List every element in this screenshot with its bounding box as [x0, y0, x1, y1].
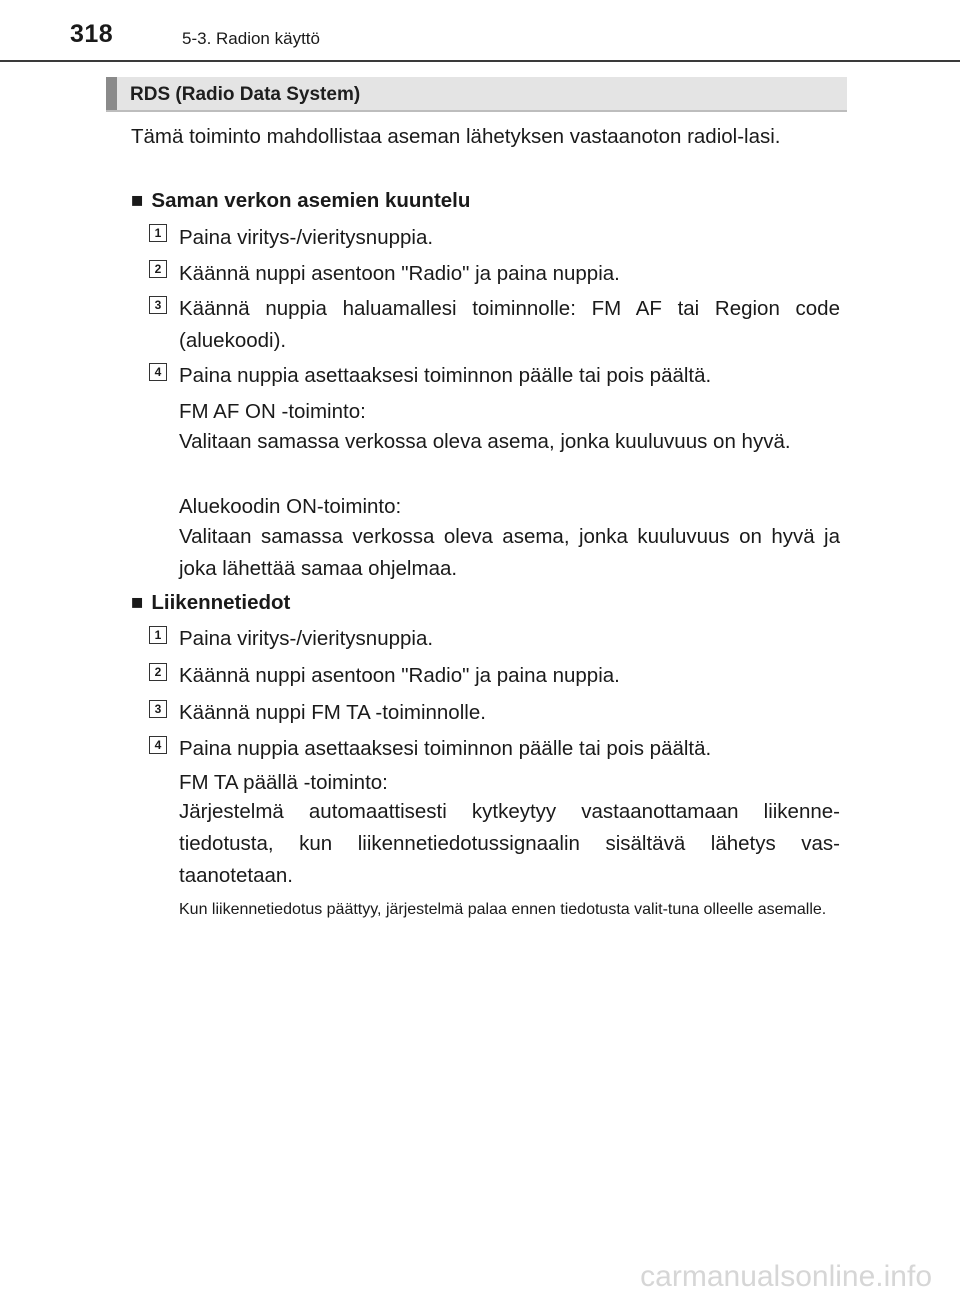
subsection-heading-traffic [131, 589, 290, 617]
fm-ta-label: FM TA päällä -toiminto: [179, 771, 388, 794]
step-number-badge: 2 [149, 663, 167, 681]
subsection-title: Saman verkon asemien kuuntelu [151, 189, 471, 212]
page-number: 318 [70, 20, 114, 48]
chapter-title: 5-3. Radion käyttö [182, 29, 320, 48]
section-heading-bar [106, 77, 847, 112]
step-number-badge: 4 [149, 736, 167, 754]
step-text: Käännä nuppia haluamallesi toiminnolle: FM AF tai Region code (aluekoodi). [179, 297, 840, 352]
region-description: Valitaan samassa verkossa oleva asema, jonka kuuluvuus on hyvä ja joka lähettää samaa ohjelmaa. [179, 525, 840, 580]
step-number-badge: 3 [149, 700, 167, 718]
fm-ta-description: Järjestelmä automaattisesti kytkeytyy vastaanottamaan liikenne-tiedotusta, kun liikennetiedotussignaalin sisältävä lähetys vas-taanotetaan. [179, 800, 840, 887]
header-divider [0, 60, 960, 62]
step-text: Paina viritys-/vieritysnuppia. [179, 226, 434, 249]
step-text: Käännä nuppi FM TA -toiminnolle. [179, 701, 486, 724]
subsection-title: Liikennetiedot [151, 591, 291, 614]
section-title: RDS (Radio Data System) [130, 84, 361, 105]
intro-paragraph: Tämä toiminto mahdollistaa aseman lähetyksen vastaanoton radiol-lasi. [131, 125, 781, 148]
fm-af-label: FM AF ON -toiminto: [179, 400, 366, 423]
step-number-badge: 4 [149, 363, 167, 381]
step-text: Paina nuppia asettaaksesi toiminnon päälle tai pois päältä. [179, 364, 712, 387]
step-text: Käännä nuppi asentoon "Radio" ja paina nuppia. [179, 664, 620, 687]
square-bullet-icon: ■ [131, 189, 144, 212]
section-heading-accent [106, 77, 117, 110]
note-text: Kun liikennetiedotus päättyy, järjestelmä palaa ennen tiedotusta valit-tuna olleelle asemalle. [179, 901, 827, 918]
page-header [0, 0, 960, 62]
step-number-badge: 1 [149, 224, 167, 242]
step-text: Käännä nuppi asentoon "Radio" ja paina nuppia. [179, 262, 620, 285]
square-bullet-icon: ■ [131, 591, 144, 614]
step-number-badge: 2 [149, 260, 167, 278]
region-label: Aluekoodin ON-toiminto: [179, 495, 402, 518]
watermark: carmanualsonline.info [640, 1260, 932, 1293]
fm-af-description: Valitaan samassa verkossa oleva asema, jonka kuuluvuus on hyvä. [179, 430, 791, 453]
subsection-heading-network [131, 187, 470, 215]
step-number-badge: 3 [149, 296, 167, 314]
step-number-badge: 1 [149, 626, 167, 644]
step-text: Paina viritys-/vieritysnuppia. [179, 627, 434, 650]
step-text: Paina nuppia asettaaksesi toiminnon päälle tai pois päältä. [179, 737, 712, 760]
